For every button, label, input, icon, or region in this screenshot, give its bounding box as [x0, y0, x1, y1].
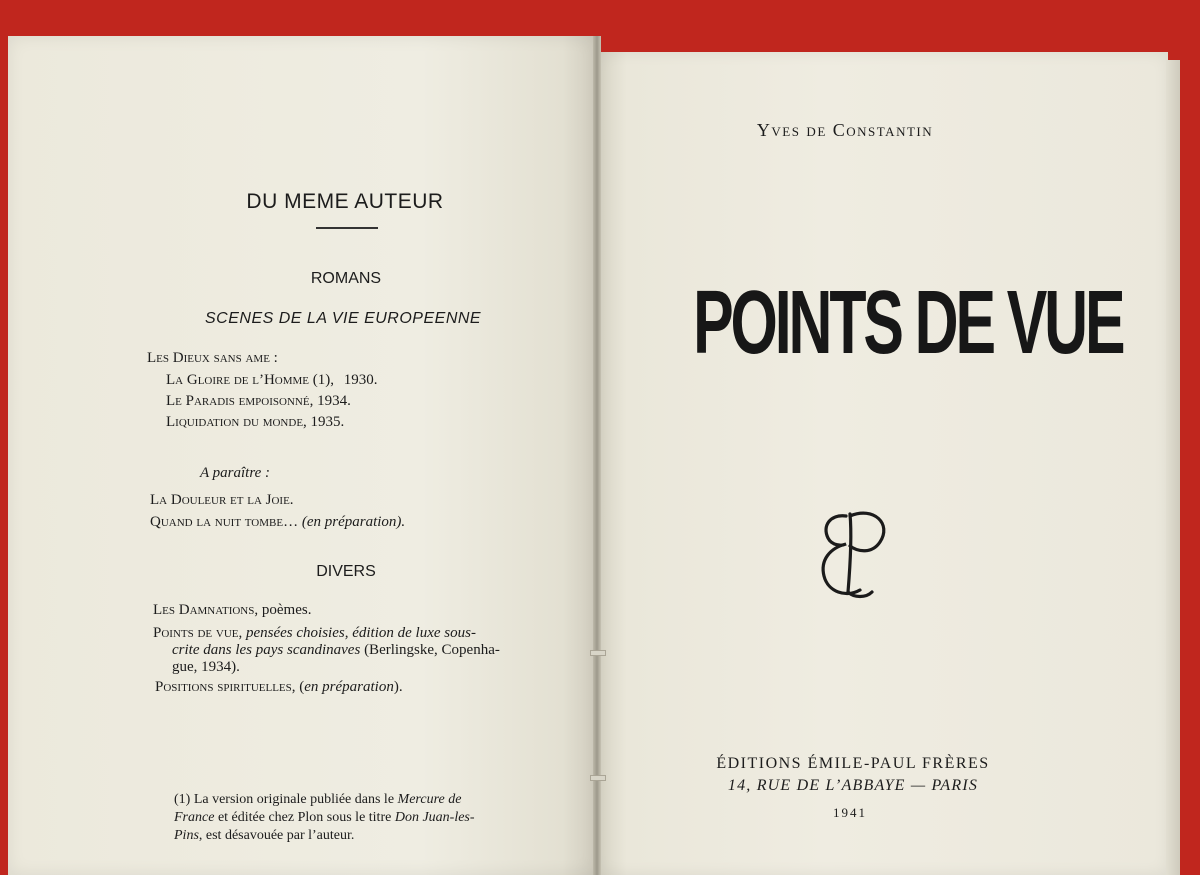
- binding-stitch: [590, 650, 606, 656]
- group-title: Les Dieux sans ame :: [147, 350, 278, 366]
- author-name: Yves de Constantin: [756, 120, 934, 140]
- list-item: La Gloire de l’Homme (1), 1930.: [166, 372, 378, 388]
- section-romans: ROMANS: [310, 270, 382, 287]
- section-divers: DIVERS: [316, 563, 376, 580]
- publisher-name: ÉDITIONS ÉMILE-PAUL FRÈRES: [716, 755, 990, 772]
- list-item: Points de vue, pensées choisies, édition de luxe sous-: [153, 625, 476, 641]
- publisher-monogram-icon: [812, 500, 894, 602]
- list-item-continued: crite dans les pays scandinaves (Berlingske, Copenha-: [172, 642, 500, 658]
- right-page: [598, 52, 1168, 875]
- list-item: Positions spirituelles, (en préparation).: [155, 679, 403, 695]
- list-item-continued: gue, 1934).: [172, 659, 240, 675]
- list-item: Liquidation du monde, 1935.: [166, 414, 345, 430]
- publisher-address: 14, RUE DE L’ABBAYE — PARIS: [727, 777, 979, 794]
- left-heading: DU MEME AUTEUR: [246, 190, 444, 213]
- publication-year: 1941: [833, 805, 867, 820]
- subsection-title: SCENES DE LA VIE EUROPEENNE: [205, 310, 482, 327]
- left-page: [8, 36, 598, 875]
- footnote-line: (1) La version originale publiée dans le Mercure de: [174, 792, 462, 807]
- footnote-line: France et éditée chez Plon sous le titre Don Juan-les-: [174, 810, 475, 825]
- forthcoming-label: A paraître :: [200, 465, 270, 481]
- footnote-line: Pins, est désavouée par l’auteur.: [174, 828, 355, 843]
- book-title: POINTS DE VUE: [693, 271, 1123, 373]
- binding-stitch: [590, 775, 606, 781]
- list-item: Quand la nuit tombe… (en préparation).: [150, 514, 406, 530]
- heading-rule: [316, 227, 378, 229]
- book-gutter: [593, 36, 601, 875]
- list-item: Le Paradis empoisonné, 1934.: [166, 393, 351, 409]
- list-item: Les Damnations, poèmes.: [153, 602, 312, 618]
- page-edge: [1166, 60, 1180, 875]
- list-item: La Douleur et la Joie.: [150, 492, 294, 508]
